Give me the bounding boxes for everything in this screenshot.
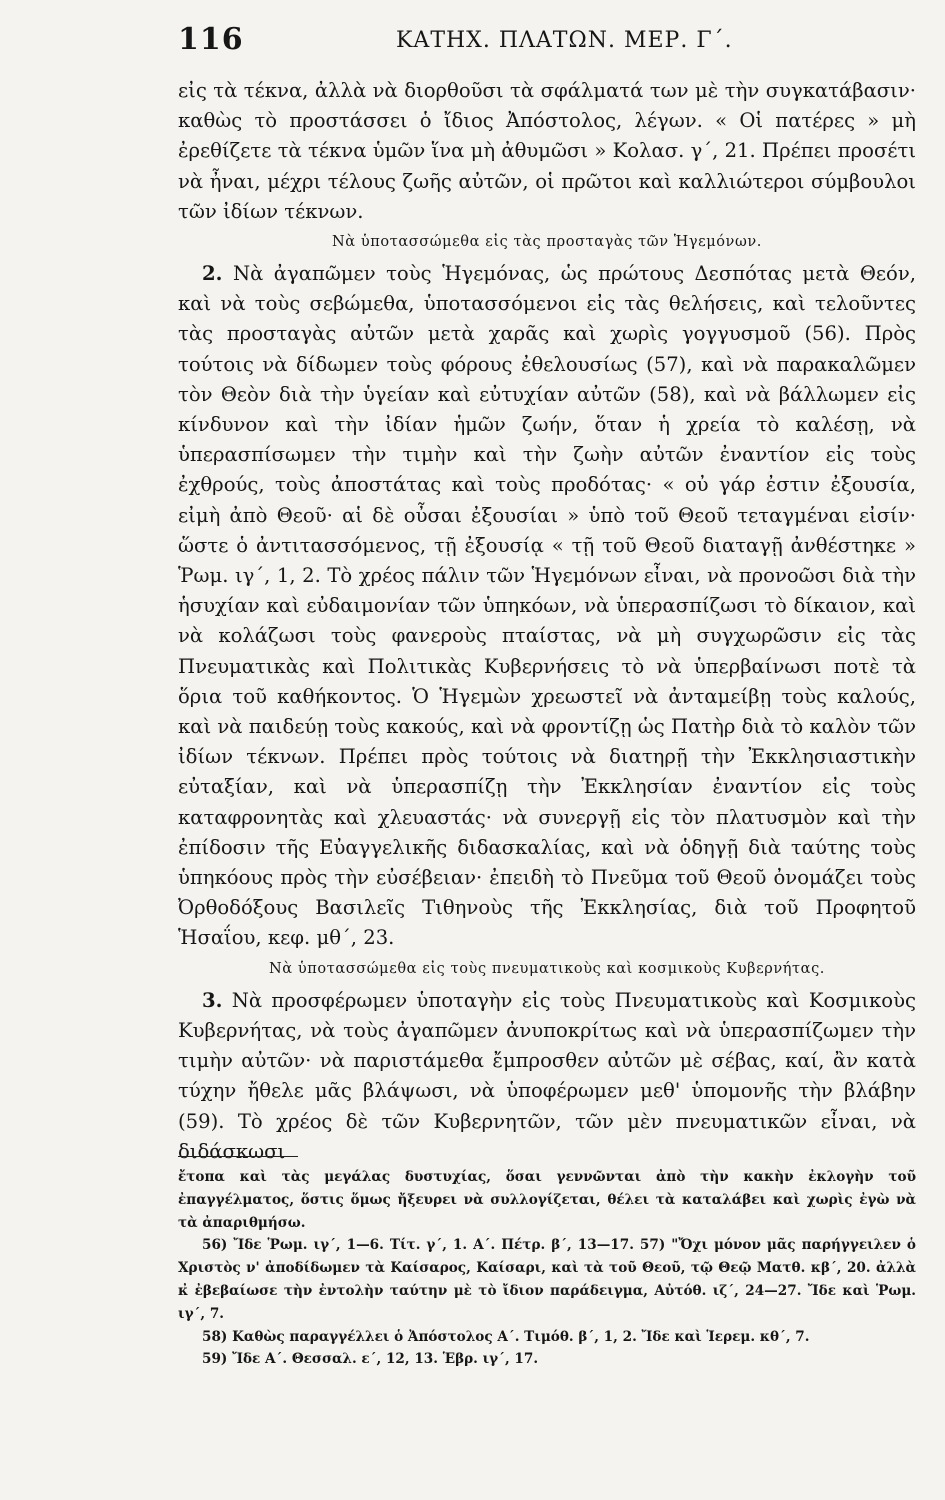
footnotes [178,1166,916,1371]
section-heading-rulers: Νὰ ὑποτασσώμεθα εἰς τὰς προσταγὰς τῶν Ἡγεμόνων. [331,234,763,251]
footnote-continued: ἔτοπα καὶ τὰς μεγάλας δυστυχίας, ὅσαι γεννῶνται ἀπὸ τὴν κακὴν ἐκλογὴν τοῦ ἐπαγγέλματος, ὅστις ὅμως ἤξευρει νὰ συλλογίζεται, θέλει τὰ καταλάβει καὶ χωρὶς ἐγὼ νὰ τὰ ἀπαριθμήσω. [178,1169,916,1231]
section-2-text: Νὰ ἀγαπῶμεν τοὺς Ἡγεμόνας, ὡς πρώτους Δεσπότας μετὰ Θεόν, καὶ νὰ τοὺς σεβώμεθα, ὑποτασσόμενοι εἰς τὰς θελήσεις, καὶ τελοῦντες τὰς προσταγὰς αὐτῶν μετὰ χαρᾶς καὶ χωρὶς γογγυσμοῦ (56). Πρὸς τούτοις νὰ δίδωμεν τοὺς φόρους ἐθελουσίως (57), καὶ νὰ παρακαλῶμεν τὸν Θεὸν διὰ τὴν ὑγείαν καὶ εὐτυχίαν αὐτῶν (58), καὶ νὰ βάλλωμεν εἰς κίνδυνον καὶ τὴν ἰδίαν ἡμῶν ζωήν, ὅταν ἡ χρεία τὸ καλέσῃ, νὰ ὑπερασπίσωμεν τὴν τιμὴν καὶ τὴν ζωὴν αὐτῶν ἐναντίον εἰς τοὺς ἐχθρούς, τοὺς ἀποστάτας καὶ τοὺς προδότας· « οὐ γάρ ἐστιν ἐξουσία, εἰμὴ ἀπὸ Θεοῦ· αἱ δὲ οὖσαι ἐξουσίαι » ὑπὸ τοῦ Θεοῦ τεταγμέναι εἰσίν· ὥστε ὁ ἀντιτασσόμενος, τῇ ἐξουσίᾳ « τῇ τοῦ Θεοῦ διαταγῇ ἀνθέστηκε » Ῥωμ. ιγ΄, 1, 2. Τὸ χρέος πάλιν τῶν Ἡγεμόνων εἶναι, νὰ προνοῶσι διὰ τὴν ἡσυχίαν καὶ εὐδαιμονίαν τῶν ὑπηκόων, νὰ ὑπερασπίζωσι τὸ δίκαιον, καὶ νὰ κολάζωσι τοὺς φανεροὺς πταίστας, νὰ μὴ συγχωρῶσιν εἰς τὰς Πνευματικὰς καὶ Πολιτικὰς Κυβερνήσεις τὸ νὰ ὑπερβαίνωσι ποτὲ τὰ ὅρια τοῦ καθήκοντος. Ὁ Ἡγεμὼν χρεωστεῖ νὰ ἀνταμείβῃ τοὺς καλούς, καὶ νὰ παιδεύῃ τοὺς κακούς, καὶ νὰ φροντίζῃ ὡς Πατὴρ διὰ τὸ καλὸν τῶν ἰδίων τέκνων. Πρέπει πρὸς τούτοις νὰ διατηρῇ τὴν Ἐκκλησιαστικὴν εὐταξίαν, καὶ νὰ ὑπερασπίζῃ τὴν Ἐκκλησίαν ἐναντίον εἰς τοὺς καταφρονητὰς καὶ χλευαστάς· νὰ συνεργῇ εἰς τὸν πλατυσμὸν καὶ τὴν ἐπίδοσιν τῆς Εὐαγγελικῆς διδασκαλίας, καὶ νὰ ὁδηγῇ διὰ ταύτης τοὺς ὑπηκόους πρὸς τὴν εὐσέβειαν· ἐπειδὴ τὸ Πνεῦμα τοῦ Θεοῦ ὀνομάζει τοὺς Ὀρθοδόξους Βασιλεῖς Τιθηνοὺς τῆς Ἐκκλησίας, διὰ τοῦ Προφητοῦ Ἡσαΐου, κεφ. μθ΄, 23. [178,262,916,950]
page-number: 116 [178,22,244,57]
running-head: ΚΑΤΗΧ. ΠΛΑΤΩΝ. ΜΕΡ. Γ΄. [396,28,733,53]
section-3-text: Νὰ προσφέρωμεν ὑποταγὴν εἰς τοὺς Πνευματικοὺς καὶ Κοσμικοὺς Κυβερνήτας, νὰ τοὺς ἀγαπῶμεν ἀνυποκρίτως καὶ νὰ ὑπερασπίζωμεν τὴν τιμὴν αὐτῶν· νὰ παριστάμεθα ἔμπροσθεν αὐτῶν μὲ σέβας, καί, ἂν κατὰ τύχην ἤθελε μᾶς βλάψωσι, νὰ ὑποφέρωμεν μεθ' ὑπομονῆς τὴν βλάβην (59). Τὸ χρέος δὲ τῶν Κυβερνητῶν, τῶν μὲν πνευματικῶν εἶναι, νὰ διδάσκωσι [178,988,916,1163]
section-number: 3. [202,988,223,1012]
section-number: 2. [202,262,223,286]
section-3-paragraph [178,986,916,1167]
footnote-59: 59) Ἴδε Α΄. Θεσσαλ. ε΄, 12, 13. Ἑβρ. ιγ΄, 17. [202,1351,539,1368]
section-2-paragraph [178,259,916,954]
footnote-58: 58) Καθὼς παραγγέλλει ὁ Ἀπόστολος Α΄. Τιμόθ. β΄, 1, 2. Ἴδε καὶ Ἱερεμ. κθ΄, 7. [202,1328,810,1345]
intro-paragraph: εἰς τὰ τέκνα, ἀλλὰ νὰ διορθοῦσι τὰ σφάλματά των μὲ τὴν συγκατάβασιν· καθὼς τὸ προστάσσει ὁ ἴδιος Ἀπόστολος, λέγων. « Οἱ πατέρες » μὴ ἐρεθίζετε τὰ τέκνα ὑμῶν ἵνα μὴ ἀθυμῶσι » Κολασ. γ΄, 21. Πρέπει προσέτι νὰ ἦναι, μέχρι τέλους ζωῆς αὐτῶν, οἱ πρῶτοι καὶ καλλιώτεροι σύμβουλοι τῶν ἰδίων τέκνων. [178,79,916,223]
section-heading-governors: Νὰ ὑποτασσώμεθα εἰς τοὺς πνευματικοὺς καὶ κοσμικοὺς Κυβερνήτας. [268,960,825,977]
footnote-divider [178,1156,298,1157]
footnote-56-57: 56) Ἴδε Ῥωμ. ιγ΄, 1—6. Τίτ. γ΄, 1. Α΄. Πέτρ. β΄, 13—17. 57) "Ὄχι μόνον μᾶς παρήγγειλεν ὁ Χριστὸς ν' ἀποδίδωμεν τὰ Καίσαρος, Καίσαρι, καὶ τὰ τοῦ Θεοῦ, τῷ Θεῷ Ματθ. κβ΄, 20. ἀλλὰ κ̓ ἐβεβαίωσε τὴν ἐντολὴν ταύτην μὲ τὸ ἴδιον παράδειγμα, Αὐτόθ. ιζ΄, 24—27. Ἴδε καὶ Ῥωμ. ιγ΄, 7. [178,1237,916,1322]
main-text [178,76,916,1167]
page-header [178,22,918,62]
